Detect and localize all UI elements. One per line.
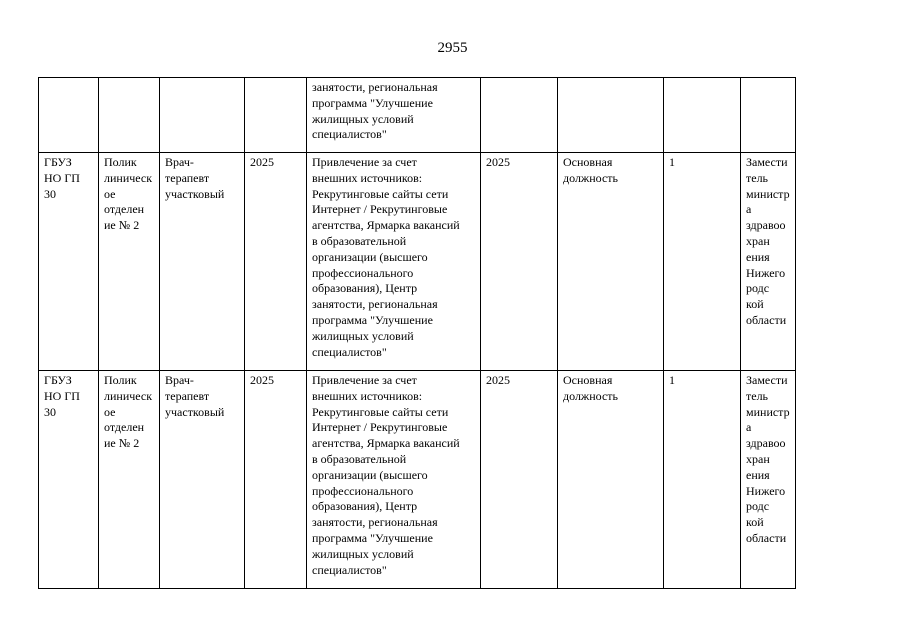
cell-year2: 2025 [481, 153, 558, 371]
cell-org: ГБУЗ НО ГП 30 [39, 371, 99, 589]
cell-post-type: Основная должность [558, 153, 664, 371]
cell-responsible: Заместитель министра здравоохран ения Нижегородс кой области [741, 153, 796, 371]
cell-year: 2025 [245, 371, 307, 589]
cell-org [39, 78, 99, 153]
table-row [39, 153, 796, 371]
cell-responsible [741, 78, 796, 153]
cell-position [160, 78, 245, 153]
table-row [39, 371, 796, 589]
page-number: 2955 [437, 40, 468, 56]
cell-count: 1 [664, 153, 741, 371]
cell-unit: Полик линическ ое отделен ие № 2 [99, 371, 160, 589]
cell-org: ГБУЗ НО ГП 30 [39, 153, 99, 371]
cell-year2 [481, 78, 558, 153]
cell-year2: 2025 [481, 371, 558, 589]
cell-position: Врач- терапевт участковый [160, 153, 245, 371]
cell-activity: Привлечение за счет внешних источников: Рекрутинговые сайты сети Интернет / Рекрутинговые агентства, Ярмарка вакансий в образовательной организации (высшего профессионального образования), Центр занятости, региональная программа "Улучшение жилищных условий специалистов" [307, 153, 481, 371]
cell-year: 2025 [245, 153, 307, 371]
cell-count: 1 [664, 371, 741, 589]
cell-year [245, 78, 307, 153]
table-row-continuation [39, 78, 796, 153]
cell-responsible: Заместитель министра здравоохран ения Нижегородс кой области [741, 371, 796, 589]
cell-activity: Привлечение за счет внешних источников: Рекрутинговые сайты сети Интернет / Рекрутинговые агентства, Ярмарка вакансий в образовательной организации (высшего профессионального образования), Центр занятости, региональная программа "Улучшение жилищных условий специалистов" [307, 371, 481, 589]
cell-post-type: Основная должность [558, 371, 664, 589]
cell-position: Врач- терапевт участковый [160, 371, 245, 589]
cell-post-type [558, 78, 664, 153]
cell-unit: Полик линическ ое отделен ие № 2 [99, 153, 160, 371]
staffing-table [38, 77, 796, 589]
cell-count [664, 78, 741, 153]
cell-activity: занятости, региональная программа "Улучшение жилищных условий специалистов" [307, 78, 481, 153]
cell-unit [99, 78, 160, 153]
